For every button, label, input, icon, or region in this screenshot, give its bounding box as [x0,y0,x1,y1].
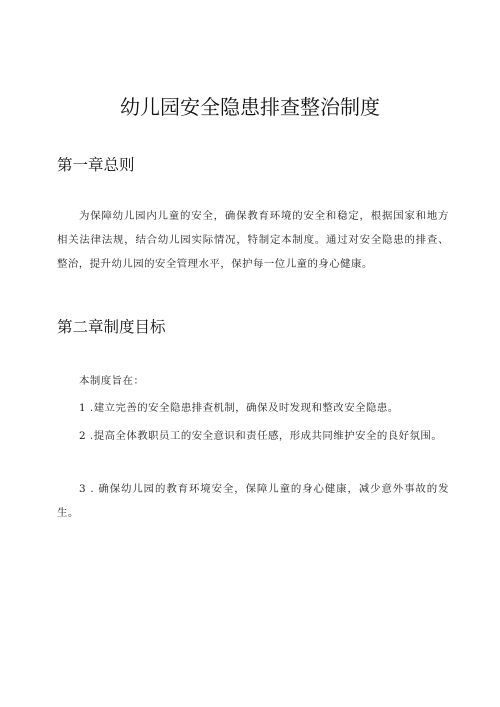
chapter-1-paragraph: 为保障幼儿园内儿童的安全，确保教育环境的安全和稳定，根据国家和地方相关法律法规，结合幼儿园实际情况，特制定本制度。通过对安全隐患的排查、整治，提升幼儿园的安全管理水平，保护每一位儿童的身心健康。 [57,210,449,270]
goal-item-1: 1 .建立完善的安全隐患排查机制，确保及时发现和整改安全隐患。 [79,402,399,414]
chapter-2-intro: 本制度旨在： [79,375,145,387]
goal-item-3: 3 . 确保幼儿园的教育环境安全，保障儿童的身心健康，减少意外事故的发生。 [57,483,449,519]
chapter-1-heading: 第一章总则 [57,156,135,174]
goal-item-2: 2 .提高全体教职员工的安全意识和责任感，形成共同维护安全的良好氛围。 [79,430,443,442]
document-title: 幼儿园安全隐患排查整治制度 [120,95,380,119]
chapter-2-heading: 第二章制度目标 [57,318,166,336]
